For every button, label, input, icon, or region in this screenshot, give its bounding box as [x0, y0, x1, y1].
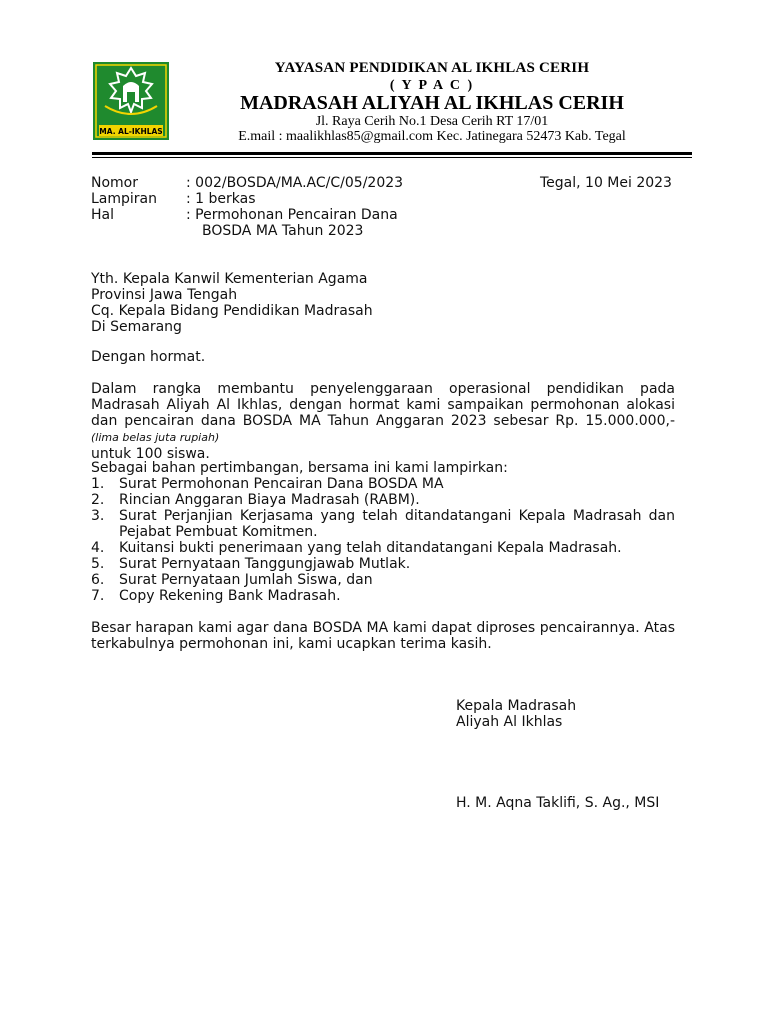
school-address: Jl. Raya Cerih No.1 Desa Cerih RT 17/01: [315, 114, 549, 129]
list-item-number: 2.: [91, 492, 105, 508]
attachments-intro: Sebagai bahan pertimbangan, bersama ini kami lampirkan:: [91, 460, 508, 476]
list-item-number: 7.: [91, 588, 105, 604]
list-item-text: Kuitansi bukti penerimaan yang telah ditandatangani Kepala Madrasah.: [119, 540, 622, 556]
greeting: Dengan hormat.: [91, 349, 206, 365]
school-name: MADRASAH ALIYAH AL IKHLAS CERIH: [240, 92, 624, 114]
signature-title-1: Kepala Madrasah: [456, 698, 577, 714]
list-item-number: 3.: [91, 508, 105, 524]
letterhead-rule-thick: [92, 152, 692, 155]
list-item: [91, 476, 675, 492]
recipient-line-4: Di Semarang: [91, 319, 182, 335]
foundation-abbreviation: ( Y P A C ): [389, 78, 475, 93]
school-logo: [93, 62, 169, 140]
hal-value-line2: BOSDA MA Tahun 2023: [202, 223, 364, 239]
recipient-line-1: Yth. Kepala Kanwil Kementerian Agama: [91, 271, 368, 287]
list-item-text: Copy Rekening Bank Madrasah.: [119, 588, 341, 604]
closing-paragraph: Besar harapan kami agar dana BOSDA MA kami dapat diproses pencairannya. Atas terkabulnya permohonan ini, kami ucapkan terima kasih.: [91, 620, 675, 652]
list-item-text: Surat Pernyataan Tanggungjawab Mutlak.: [119, 556, 411, 572]
list-item: [91, 572, 675, 588]
list-item: [91, 588, 675, 604]
nomor-value: : 002/BOSDA/MA.AC/C/05/2023: [186, 175, 404, 191]
lampiran-value: : 1 berkas: [186, 191, 256, 207]
list-item-number: 1.: [91, 476, 105, 492]
list-item: [91, 508, 675, 540]
signatory-name: H. M. Aqna Taklifi, S. Ag., MSI: [456, 795, 660, 811]
paragraph-request-tail: untuk 100 siswa.: [91, 446, 210, 462]
letter-date: Tegal, 10 Mei 2023: [540, 175, 672, 191]
letterhead-rule-thin: [92, 157, 692, 158]
list-item: [91, 540, 675, 556]
hal-label: Hal: [91, 207, 114, 223]
list-item-text: Surat Perjanjian Kerjasama yang telah ditandatangani Kepala Madrasah dan Pejabat Pembuat Komitmen.: [119, 508, 675, 540]
paragraph-request-text: Dalam rangka membantu penyelenggaraan operasional pendidikan pada Madrasah Aliyah Al Ikhlas, dengan hormat kami sampaikan permohonan alokasi dan pencairan dana BOSDA MA Tahun Anggaran 2023 sebesar Rp. 15.000.000,-: [91, 381, 675, 429]
list-item-text: Surat Pernyataan Jumlah Siswa, dan: [119, 572, 373, 588]
list-item: [91, 492, 675, 508]
list-item-text: Rincian Anggaran Biaya Madrasah (RABM).: [119, 492, 420, 508]
signature-title-2: Aliyah Al Ikhlas: [456, 714, 563, 730]
school-contact: E.mail : maalikhlas85@gmail.com Kec. Jatinegara 52473 Kab. Tegal: [238, 129, 626, 144]
nomor-label: Nomor: [91, 175, 138, 191]
lampiran-label: Lampiran: [91, 191, 158, 207]
list-item: [91, 556, 675, 572]
list-item-number: 6.: [91, 572, 105, 588]
recipient-line-3: Cq. Kepala Bidang Pendidikan Madrasah: [91, 303, 373, 319]
paragraph-request: [91, 381, 675, 462]
list-item-text: Surat Permohonan Pencairan Dana BOSDA MA: [119, 476, 444, 492]
list-item-number: 4.: [91, 540, 105, 556]
list-item-number: 5.: [91, 556, 105, 572]
recipient-line-2: Provinsi Jawa Tengah: [91, 287, 238, 303]
hal-value-line1: : Permohonan Pencairan Dana: [186, 207, 398, 223]
foundation-name: YAYASAN PENDIDIKAN AL IKHLAS CERIH: [274, 60, 590, 76]
logo-label: MA. AL-IKHLAS: [99, 127, 163, 136]
amount-in-words: (lima belas juta rupiah): [91, 431, 220, 444]
